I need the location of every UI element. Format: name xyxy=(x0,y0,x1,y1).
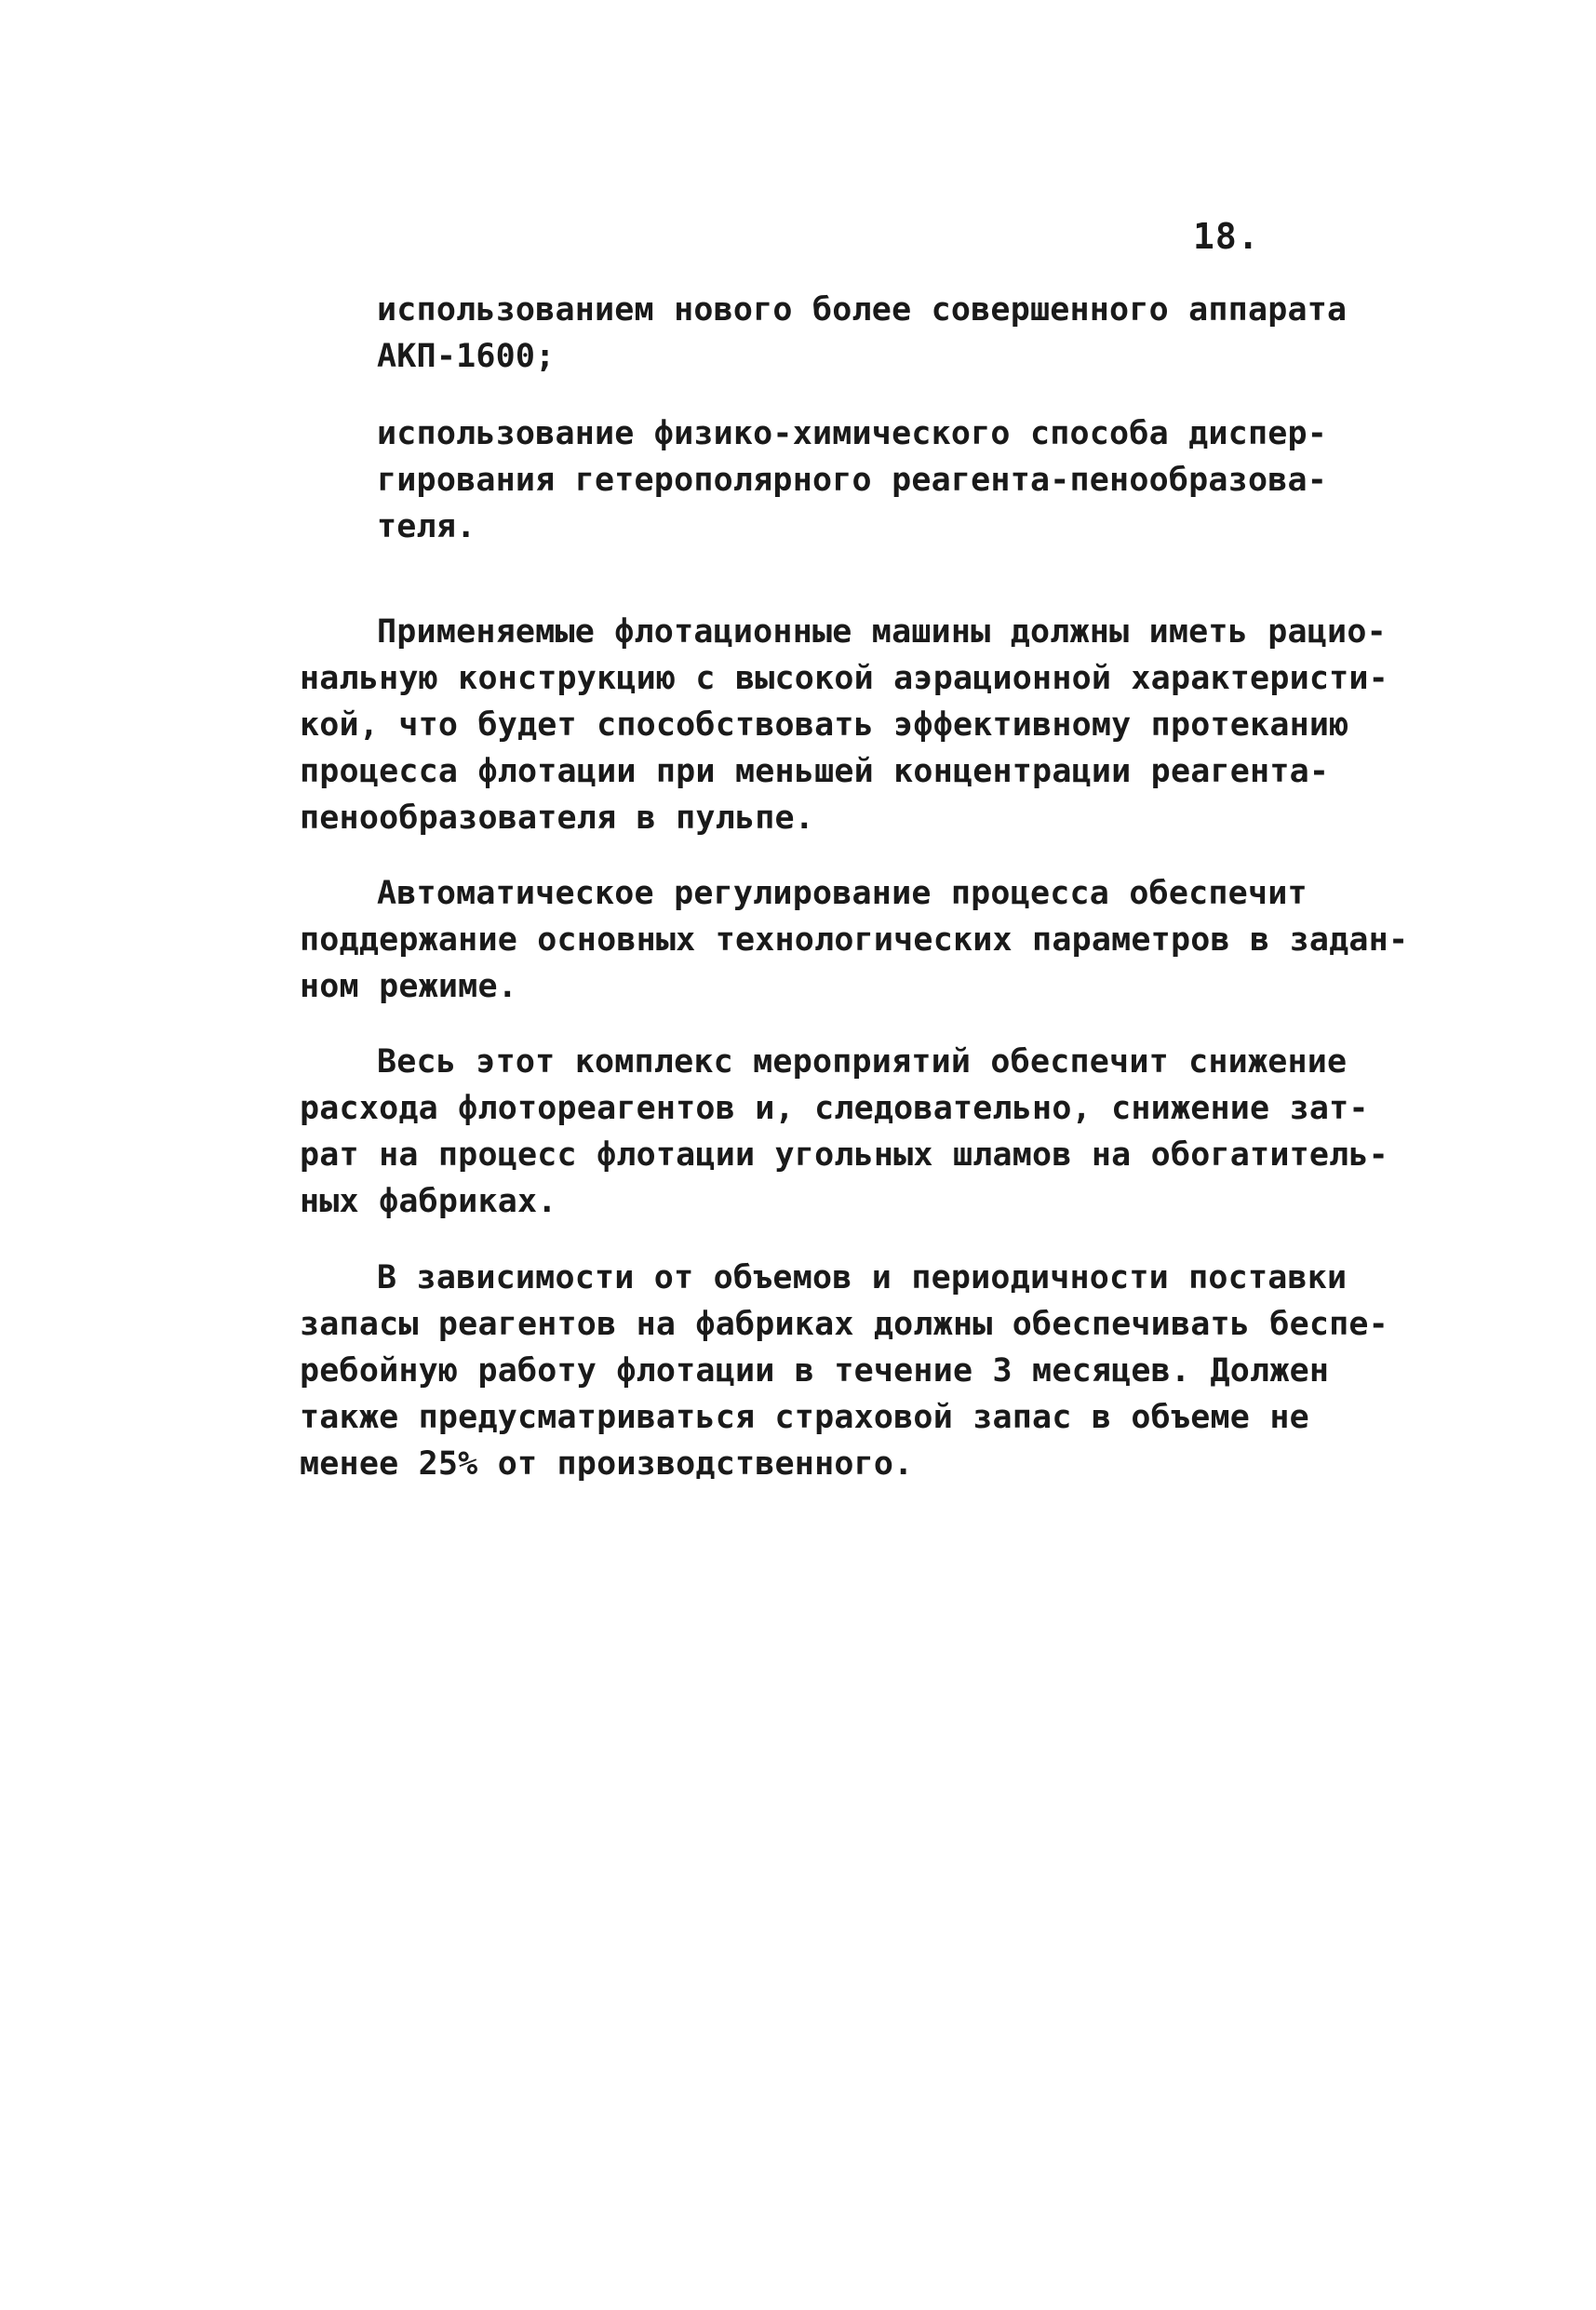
paragraph-5-line-1: Весь этот комплекс мероприятий обеспечит снижение xyxy=(377,1043,1348,1081)
paragraph-2-line-1: использование физико-химического способа диспер- xyxy=(377,415,1328,452)
paragraph-6-line-1: В зависимости от объемов и периодичности поставки xyxy=(377,1259,1348,1296)
paragraph-2-line-3: теля. xyxy=(377,508,476,545)
paragraph-5-line-3: рат на процесс флотации угольных шламов на обогатитель- xyxy=(300,1136,1388,1174)
paragraph-3-line-1: Применяемые флотационные машины должны иметь рацио- xyxy=(377,613,1387,651)
paragraph-6-line-3: ребойную работу флотации в течение 3 месяцев. Должен xyxy=(300,1352,1330,1390)
paragraph-6-line-4: также предусматриваться страховой запас в объеме не xyxy=(300,1399,1309,1436)
paragraph-5-line-2: расхода флотореагентов и, следовательно, снижение зат- xyxy=(300,1090,1369,1127)
paragraph-3-line-2: нальную конструкцию с высокой аэрационной характеристи- xyxy=(300,660,1388,697)
page-number: 18. xyxy=(1193,216,1260,257)
paragraph-1-line-2: АКП-1600; xyxy=(377,338,556,375)
paragraph-3-line-3: кой, что будет способствовать эффективному протеканию xyxy=(300,706,1349,744)
paragraph-3-line-5: пенообразователя в пульпе. xyxy=(300,799,815,837)
paragraph-4-line-2: поддержание основных технологических параметров в задан- xyxy=(300,921,1409,959)
paragraph-4-line-3: ном режиме. xyxy=(300,968,517,1005)
paragraph-3-line-4: процесса флотации при меньшей концентрации реагента- xyxy=(300,753,1330,790)
paragraph-6-line-5: менее 25% от производственного. xyxy=(300,1445,914,1483)
paragraph-6-line-2: запасы реагентов на фабриках должны обеспечивать беспе- xyxy=(300,1306,1388,1343)
paragraph-2-line-2: гирования гетерополярного реагента-пенообразова- xyxy=(377,462,1328,499)
paragraph-4-line-1: Автоматическое регулирование процесса обеспечит xyxy=(377,875,1308,912)
paragraph-5-line-4: ных фабриках. xyxy=(300,1183,557,1220)
paragraph-1-line-1: использованием нового более совершенного аппарата xyxy=(377,291,1348,329)
